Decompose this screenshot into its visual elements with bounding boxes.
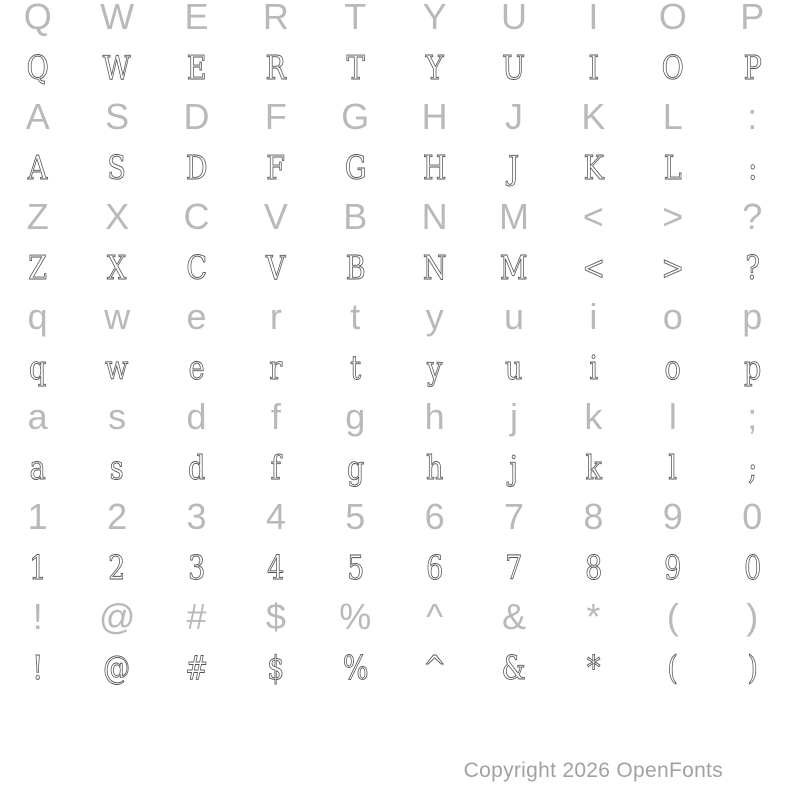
glyph-reference: ; xyxy=(747,396,758,437)
glyph-reference: 4 xyxy=(265,496,286,537)
glyph-row-specimen xyxy=(0,42,800,92)
glyph-specimen: g xyxy=(346,447,364,487)
glyph-reference: V xyxy=(263,196,288,237)
glyph-reference: ( xyxy=(666,596,679,637)
glyph-specimen: > xyxy=(661,247,685,287)
glyph-specimen: R xyxy=(265,47,287,87)
glyph-reference: S xyxy=(105,96,130,137)
glyph-specimen: l xyxy=(668,447,678,487)
glyph-reference: & xyxy=(502,596,527,637)
glyph-specimen: w xyxy=(105,347,129,387)
glyph-specimen: H xyxy=(422,147,447,187)
glyph-reference: * xyxy=(586,596,601,637)
glyph-reference: 9 xyxy=(662,496,683,537)
glyph-specimen: ( xyxy=(667,647,679,687)
glyph-reference: F xyxy=(264,96,287,137)
glyph-reference: Z xyxy=(26,196,49,237)
glyph-specimen: K xyxy=(583,147,604,187)
glyph-reference: I xyxy=(588,0,599,37)
glyph-specimen: ? xyxy=(744,247,760,287)
glyph-reference: ? xyxy=(742,196,763,237)
glyph-specimen: < xyxy=(582,247,605,287)
glyph-reference: @ xyxy=(98,596,136,637)
glyph-reference: X xyxy=(105,196,130,237)
glyph-reference: $ xyxy=(265,596,286,637)
glyph-row-reference xyxy=(0,192,800,242)
glyph-reference: 1 xyxy=(27,496,48,537)
glyph-reference: w xyxy=(104,296,131,337)
glyph-specimen: 2 xyxy=(108,547,126,587)
glyph-reference: Y xyxy=(422,0,447,37)
glyph-specimen: d xyxy=(187,447,206,487)
glyph-specimen: ; xyxy=(747,447,757,487)
glyph-specimen: j xyxy=(509,447,519,487)
glyph-reference: y xyxy=(425,296,444,337)
glyph-specimen: s xyxy=(110,447,125,487)
glyph-specimen: U xyxy=(502,47,526,87)
glyph-reference: B xyxy=(343,196,368,237)
glyph-specimen: 7 xyxy=(505,547,523,587)
glyph-row-specimen xyxy=(0,642,800,692)
glyph-specimen: & xyxy=(501,647,527,687)
glyph-specimen: k xyxy=(585,447,602,487)
glyph-specimen: V xyxy=(266,247,286,287)
glyph-reference: u xyxy=(504,296,525,337)
glyph-specimen: % xyxy=(342,647,369,687)
glyph-reference: s xyxy=(108,396,127,437)
glyph-row-reference xyxy=(0,392,800,442)
glyph-specimen: S xyxy=(107,147,127,187)
glyph-reference: M xyxy=(499,196,530,237)
glyph-reference: % xyxy=(339,596,372,637)
glyph-reference: U xyxy=(501,0,528,37)
glyph-row-reference xyxy=(0,592,800,642)
glyph-reference: C xyxy=(183,196,210,237)
glyph-row-specimen xyxy=(0,242,800,292)
copyright-text: Copyright 2026 OpenFonts xyxy=(463,759,723,782)
glyph-reference: 6 xyxy=(424,496,445,537)
glyph-row-specimen xyxy=(0,342,800,392)
glyph-specimen: Y xyxy=(425,47,444,87)
glyph-specimen: B xyxy=(345,247,366,287)
glyph-row-reference xyxy=(0,492,800,542)
glyph-reference: J xyxy=(505,96,524,137)
glyph-specimen: $ xyxy=(267,647,285,687)
glyph-reference: l xyxy=(668,396,677,437)
glyph-reference: E xyxy=(184,0,209,37)
glyph-specimen: 6 xyxy=(426,547,444,587)
glyph-reference: > xyxy=(662,196,684,237)
glyph-specimen: ) xyxy=(746,647,758,687)
glyph-reference: A xyxy=(25,96,50,137)
glyph-specimen: : xyxy=(747,147,757,187)
glyph-specimen: G xyxy=(344,147,367,187)
glyph-reference: ) xyxy=(746,596,759,637)
glyph-specimen: F xyxy=(266,147,286,187)
glyph-reference: W xyxy=(100,0,135,37)
glyph-reference: ^ xyxy=(426,596,444,637)
glyph-specimen: 5 xyxy=(346,547,364,587)
glyph-reference: ! xyxy=(32,596,43,637)
glyph-specimen: J xyxy=(508,147,520,187)
glyph-specimen: C xyxy=(186,247,207,287)
glyph-specimen: u xyxy=(505,347,523,387)
glyph-row-reference xyxy=(0,292,800,342)
glyph-reference: f xyxy=(270,396,281,437)
glyph-row-specimen xyxy=(0,142,800,192)
glyph-reference: L xyxy=(662,96,683,137)
glyph-reference: e xyxy=(186,296,207,337)
glyph-specimen: i xyxy=(589,347,598,387)
glyph-reference: 7 xyxy=(504,496,525,537)
glyph-specimen: 4 xyxy=(267,547,285,587)
glyph-specimen: 3 xyxy=(187,547,206,587)
glyph-specimen: @ xyxy=(103,647,131,687)
glyph-specimen: Z xyxy=(28,247,48,287)
glyph-row-reference xyxy=(0,92,800,142)
glyph-specimen: W xyxy=(103,47,131,87)
glyph-specimen: 8 xyxy=(584,547,603,587)
glyph-reference: a xyxy=(27,396,48,437)
glyph-specimen: 9 xyxy=(664,547,682,587)
glyph-reference: i xyxy=(589,296,598,337)
glyph-reference: g xyxy=(345,396,366,437)
glyph-specimen: I xyxy=(588,47,599,87)
glyph-reference: 8 xyxy=(583,496,604,537)
glyph-reference: j xyxy=(510,396,519,437)
glyph-reference: Q xyxy=(23,0,52,37)
glyph-specimen: y xyxy=(426,347,443,387)
glyph-specimen: Q xyxy=(26,47,49,87)
glyph-specimen: t xyxy=(349,347,361,387)
glyph-specimen: M xyxy=(500,247,528,287)
glyph-specimen: O xyxy=(661,47,684,87)
glyph-row-specimen xyxy=(0,542,800,592)
glyph-specimen: o xyxy=(664,347,681,387)
glyph-specimen: * xyxy=(586,647,601,687)
glyph-specimen: X xyxy=(107,247,127,287)
glyph-reference: d xyxy=(186,396,207,437)
glyph-reference: 5 xyxy=(345,496,366,537)
glyph-specimen: a xyxy=(29,447,46,487)
glyph-reference: o xyxy=(662,296,683,337)
glyph-specimen: h xyxy=(425,447,444,487)
glyph-specimen: D xyxy=(185,147,208,187)
glyph-specimen: 0 xyxy=(743,547,761,587)
glyph-specimen: # xyxy=(185,647,208,687)
glyph-reference: N xyxy=(421,196,448,237)
glyph-reference: # xyxy=(186,596,207,637)
glyph-reference: 2 xyxy=(107,496,128,537)
glyph-specimen: e xyxy=(188,347,205,387)
glyph-specimen: ^ xyxy=(423,647,446,687)
glyph-reference: T xyxy=(344,0,367,37)
glyph-specimen: P xyxy=(743,47,762,87)
glyph-reference: q xyxy=(27,296,48,337)
glyph-reference: H xyxy=(421,96,448,137)
glyph-reference: r xyxy=(269,296,282,337)
glyph-row-specimen xyxy=(0,442,800,492)
glyph-specimen: p xyxy=(743,347,761,387)
glyph-specimen: L xyxy=(663,147,682,187)
glyph-reference: D xyxy=(183,96,210,137)
glyph-reference: K xyxy=(581,96,606,137)
glyph-specimen: f xyxy=(270,447,281,487)
glyph-specimen: r xyxy=(269,347,283,387)
glyph-specimen: A xyxy=(27,147,48,187)
glyph-reference: 0 xyxy=(742,496,763,537)
glyph-specimen: N xyxy=(422,247,447,287)
glyph-reference: O xyxy=(658,0,687,37)
glyph-reference: < xyxy=(582,196,604,237)
glyph-specimen: q xyxy=(29,347,47,387)
glyph-row-reference xyxy=(0,0,800,42)
glyph-reference: G xyxy=(341,96,370,137)
glyph-specimen: ! xyxy=(32,647,44,687)
glyph-reference: R xyxy=(262,0,289,37)
glyph-reference: h xyxy=(424,396,445,437)
glyph-reference: p xyxy=(742,296,763,337)
glyph-specimen: E xyxy=(186,47,207,87)
glyph-reference: P xyxy=(740,0,765,37)
glyph-reference: : xyxy=(747,96,758,137)
glyph-specimen: 1 xyxy=(29,547,47,587)
glyph-reference: t xyxy=(350,296,361,337)
glyph-reference: 3 xyxy=(186,496,207,537)
glyph-specimen: T xyxy=(346,47,365,87)
glyph-reference: k xyxy=(584,396,603,437)
